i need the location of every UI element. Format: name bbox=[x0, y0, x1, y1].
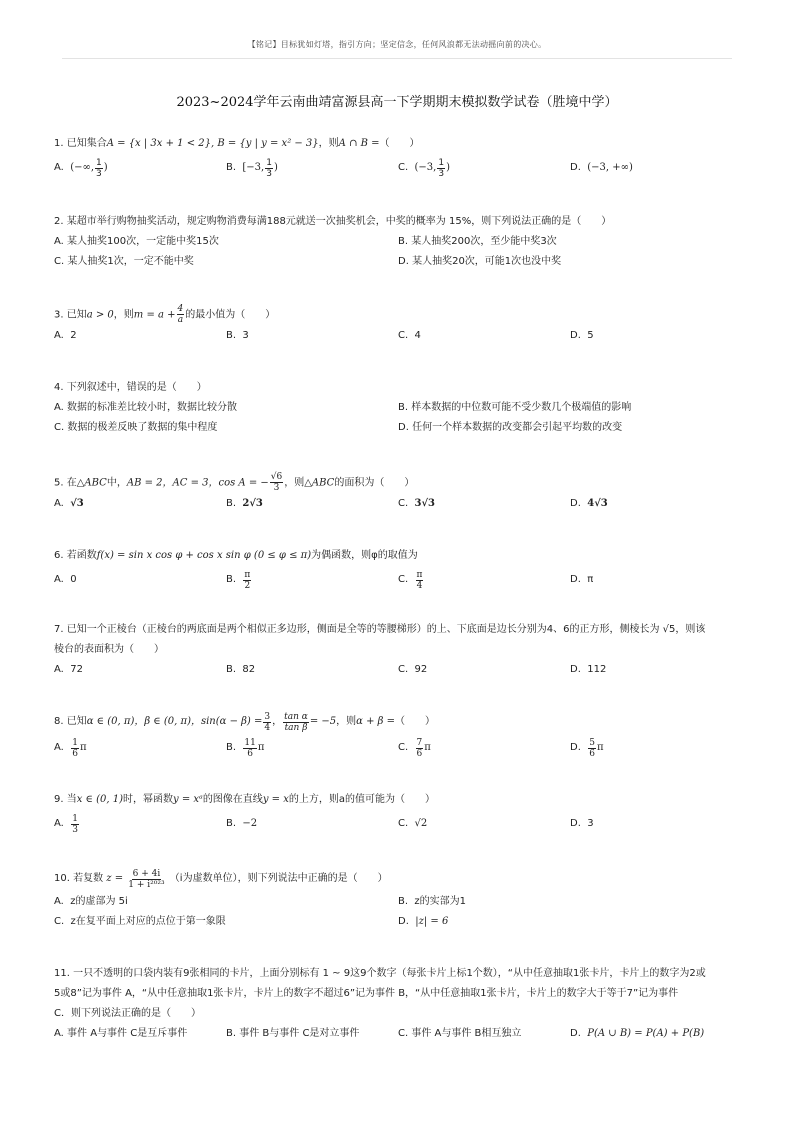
question-stem: 9. 当x ∈ (0, 1)时，幂函数y = xᵃ的图像在直线y = x的上方，则a的值可能为（ ） bbox=[54, 794, 435, 805]
question-stem: 5. 在△ABC中，AB = 2，AC = 3，cos A = − $\frac{√6}{3}$ ，则△ABC的面积为（ ） bbox=[54, 472, 415, 493]
option-c[interactable]: C. 7 6 π bbox=[398, 737, 431, 759]
option-d[interactable]: D. 5 6 π bbox=[570, 737, 604, 759]
option-a[interactable]: A. (−∞, 1 3 ) bbox=[54, 157, 108, 179]
option-c[interactable]: C. z在复平面上对应的点位于第一象限 bbox=[54, 916, 226, 927]
options bbox=[54, 154, 744, 182]
option-d[interactable]: D. 3 bbox=[570, 818, 594, 829]
question-10 bbox=[54, 866, 744, 932]
option-b[interactable]: B. 11 6 π bbox=[226, 737, 265, 759]
options bbox=[54, 232, 744, 252]
question-stem: 10. 若复数 z = $\frac{6 + 4i}{\text{1 + i²⁰²³}}$ （i为虚数单位），则下列说法中正确的是（ ） bbox=[54, 868, 388, 890]
question-stem: 3. 已知a > 0，则m = a + $\frac{4}{a}$ 的最小值为（ ） bbox=[54, 304, 276, 325]
question-5 bbox=[54, 472, 744, 514]
question-stem-line-2: 棱台的表面积为（ ） bbox=[54, 644, 164, 655]
option-a[interactable]: A. 0 bbox=[54, 574, 77, 585]
option-c[interactable]: C. √2 bbox=[398, 818, 428, 829]
option-a[interactable]: A. 2 bbox=[54, 329, 77, 341]
options bbox=[54, 734, 744, 762]
question-stem: 4. 下列叙述中，错误的是（ ） bbox=[54, 382, 207, 393]
question-9 bbox=[54, 790, 744, 838]
question-3 bbox=[54, 304, 744, 346]
option-d[interactable]: D. 4√3 bbox=[570, 497, 608, 509]
option-b[interactable]: B. [−3, 1 3 ) bbox=[226, 157, 278, 179]
option-c[interactable]: C. π 4 bbox=[398, 569, 423, 591]
question-stem: 6. 若函数f(x) = sin x cos φ + cos x sin φ (0 ≤ φ ≤ π)为偶函数，则φ的取值为 bbox=[54, 550, 418, 561]
option-b[interactable]: B. 82 bbox=[226, 664, 256, 675]
option-d[interactable]: D. π bbox=[570, 574, 594, 585]
option-a[interactable]: A. 1 3 bbox=[54, 813, 78, 835]
options bbox=[54, 252, 744, 272]
option-d[interactable]: D. 5 bbox=[570, 329, 594, 341]
options bbox=[54, 398, 744, 418]
option-a[interactable]: A. 事件 A与事件 C是互斥事件 bbox=[54, 1028, 188, 1039]
question-stem: 2. 某超市举行购物抽奖活动，规定购物消费每满188元就送一次抽奖机会，中奖的概率为 15%，则下列说法正确的是（ ） bbox=[54, 216, 612, 227]
question-7 bbox=[54, 620, 744, 680]
header-motto: 【铭记】目标犹如灯塔，指引方向；坚定信念，任何风浪都无法动摇向前的决心。 bbox=[247, 40, 547, 49]
option-b[interactable]: B. π 2 bbox=[226, 569, 251, 591]
option-c[interactable]: C. 事件 A与事件 B相互独立 bbox=[398, 1028, 522, 1039]
option-b[interactable]: B. 3 bbox=[226, 329, 249, 341]
option-c[interactable]: C. (−3, 1 3 ) bbox=[398, 157, 450, 179]
options bbox=[54, 912, 744, 932]
option-b[interactable]: B. 事件 B与事件 C是对立事件 bbox=[226, 1028, 360, 1039]
option-b[interactable]: B. z的实部为1 bbox=[398, 896, 467, 907]
options bbox=[54, 494, 744, 514]
option-d[interactable]: D. 某人抽奖20次，可能1次也没中奖 bbox=[398, 256, 562, 267]
question-stem-line-3: C．则下列说法正确的是（ ） bbox=[54, 1008, 201, 1019]
options bbox=[54, 326, 744, 346]
option-d[interactable]: D. |z| = 6 bbox=[398, 916, 449, 927]
question-stem: 1. 已知集合A = {x | 3x + 1 < 2}, B = {y | y = x² − 3}，则A ∩ B =（ ） bbox=[54, 138, 420, 149]
options bbox=[54, 660, 744, 680]
option-a[interactable]: A. 数据的标准差比较小时，数据比较分散 bbox=[54, 402, 238, 413]
options bbox=[54, 892, 744, 912]
option-d[interactable]: D. 112 bbox=[570, 664, 607, 675]
option-b[interactable]: B. 2√3 bbox=[226, 497, 263, 509]
option-a[interactable]: A. z的虚部为 5i bbox=[54, 896, 128, 907]
option-c[interactable]: C. 4 bbox=[398, 329, 421, 341]
option-b[interactable]: B. 样本数据的中位数可能不受少数几个极端值的影响 bbox=[398, 402, 632, 413]
option-c[interactable]: C. 3√3 bbox=[398, 497, 436, 509]
question-11 bbox=[54, 964, 744, 1044]
option-a[interactable]: A. √3 bbox=[54, 497, 84, 509]
option-c[interactable]: C. 某人抽奖1次，一定不能中奖 bbox=[54, 256, 194, 267]
option-a[interactable]: A. 72 bbox=[54, 664, 83, 675]
question-stem: 8. 已知 α ∈ (0, π)，β ∈ (0, π)，sin(α − β) = $\frac{3}{4}$ ， $\frac{\text{tan α}}{\text{tan β}}$ = −5 ，则 α + β = （ ） bbox=[54, 711, 435, 733]
option-a[interactable]: A. 1 6 π bbox=[54, 737, 87, 759]
question-4 bbox=[54, 378, 744, 438]
options bbox=[54, 1024, 744, 1044]
question-8 bbox=[54, 710, 744, 762]
option-d[interactable]: D. 任何一个样本数据的改变都会引起平均数的改变 bbox=[398, 422, 623, 433]
question-stem: 11. 一只不透明的口袋内装有9张相同的卡片，上面分别标有 1 ~ 9这9个数字（每张卡片上标1个数），“从中任意抽取1张卡片，卡片上的数字为2或 bbox=[54, 968, 706, 979]
option-d[interactable]: D. (−3, +∞) bbox=[570, 162, 633, 173]
options bbox=[54, 418, 744, 438]
question-2 bbox=[54, 212, 744, 272]
option-c[interactable]: C. 数据的极差反映了数据的集中程度 bbox=[54, 422, 218, 433]
exam-title: 2023~2024学年云南曲靖富源县高一下学期期末模拟数学试卷（胜境中学） bbox=[176, 95, 618, 110]
option-c[interactable]: C. 92 bbox=[398, 664, 428, 675]
options bbox=[54, 810, 744, 838]
question-1 bbox=[54, 134, 744, 182]
header-divider bbox=[62, 58, 732, 59]
question-stem-line-2: 5或8”记为事件 A，“从中任意抽取1张卡片，卡片上的数字不超过6”记为事件 B，“从中任意抽取1张卡片，卡片上的数字大于等于7”记为事件 bbox=[54, 988, 679, 999]
option-b[interactable]: B. 某人抽奖200次，至少能中奖3次 bbox=[398, 236, 557, 247]
option-b[interactable]: B. −2 bbox=[226, 818, 258, 829]
options bbox=[54, 566, 744, 594]
question-6 bbox=[54, 546, 744, 594]
question-stem: 7. 已知一个正棱台（正棱台的两底面是两个相似正多边形，侧面是全等的等腰梯形）的上、下底面是边长分别为4、6的正方形，侧棱长为 √5，则该 bbox=[54, 624, 706, 635]
option-d[interactable]: D. P(A ∪ B) = P(A) + P(B) bbox=[570, 1028, 705, 1039]
option-a[interactable]: A. 某人抽奖100次，一定能中奖15次 bbox=[54, 236, 219, 247]
